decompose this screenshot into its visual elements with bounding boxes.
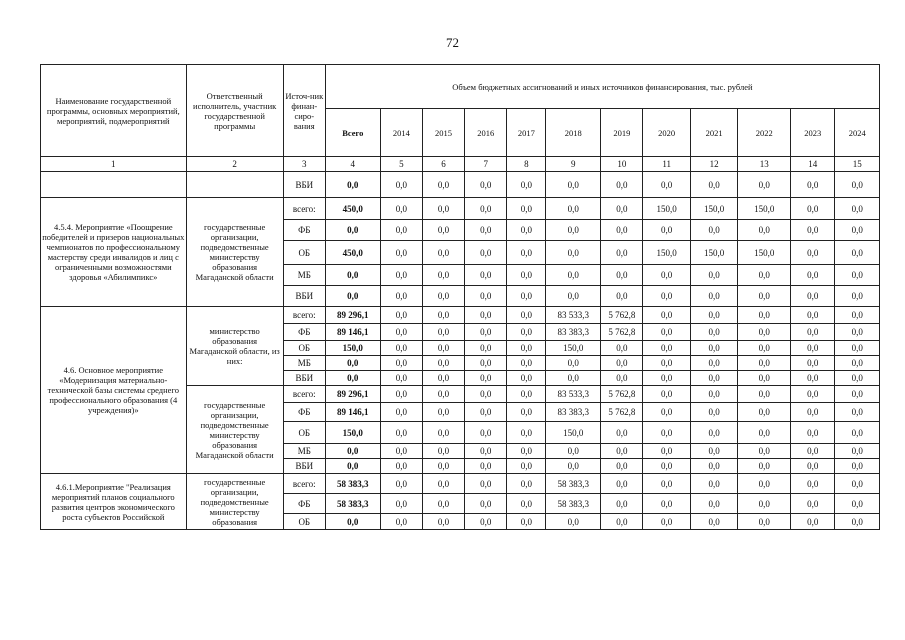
col-index: 5 [380, 157, 422, 172]
year-value-cell: 0,0 [791, 220, 835, 241]
col-index: 6 [422, 157, 464, 172]
year-value-cell: 0,0 [835, 265, 880, 286]
year-value-cell: 0,0 [546, 198, 601, 220]
year-value-cell: 0,0 [690, 459, 737, 474]
total-cell: 0,0 [325, 172, 380, 198]
total-cell: 0,0 [325, 220, 380, 241]
program-name-cell: 4.6.1.Мероприятие "Реализация мероприятий планов социального развития центров экономического роста субъектов Российской [41, 474, 187, 530]
funding-source-cell: МБ [283, 265, 325, 286]
total-cell: 89 296,1 [325, 307, 380, 324]
col-index: 9 [546, 157, 601, 172]
year-value-cell: 0,0 [643, 386, 690, 403]
year-value-cell: 0,0 [422, 494, 464, 514]
year-value-cell: 0,0 [791, 324, 835, 341]
funding-source-cell: ВБИ [283, 172, 325, 198]
year-value-cell: 0,0 [690, 514, 737, 530]
year-value-cell: 0,0 [380, 220, 422, 241]
year-value-cell: 0,0 [422, 386, 464, 403]
year-value-cell: 0,0 [690, 494, 737, 514]
funding-source-cell: всего: [283, 198, 325, 220]
year-value-cell: 0,0 [546, 220, 601, 241]
header-funding-source: Источ-ник финан-сиро-вания [283, 65, 325, 157]
year-value-cell: 0,0 [835, 307, 880, 324]
funding-source-cell: ФБ [283, 220, 325, 241]
year-value-cell: 0,0 [507, 241, 546, 265]
funding-source-cell: МБ [283, 356, 325, 371]
year-value-cell: 0,0 [835, 494, 880, 514]
year-value-cell: 0,0 [738, 514, 791, 530]
table-row [41, 307, 880, 324]
total-cell: 0,0 [325, 265, 380, 286]
year-value-cell: 0,0 [738, 341, 791, 356]
year-value-cell: 0,0 [422, 459, 464, 474]
col-index: 10 [601, 157, 643, 172]
table-row [41, 474, 880, 494]
year-value-cell: 0,0 [791, 494, 835, 514]
year-value-cell: 0,0 [380, 514, 422, 530]
year-value-cell: 0,0 [690, 474, 737, 494]
year-value-cell: 0,0 [465, 198, 507, 220]
year-value-cell: 0,0 [546, 371, 601, 386]
year-value-cell: 0,0 [601, 198, 643, 220]
year-value-cell: 0,0 [380, 386, 422, 403]
year-value-cell: 0,0 [835, 403, 880, 422]
funding-source-cell: ОБ [283, 514, 325, 530]
total-cell: 450,0 [325, 198, 380, 220]
year-value-cell: 0,0 [546, 444, 601, 459]
header-year: 2014 [380, 109, 422, 157]
total-cell: 58 383,3 [325, 474, 380, 494]
year-value-cell: 0,0 [546, 459, 601, 474]
year-value-cell: 0,0 [738, 422, 791, 444]
year-value-cell: 0,0 [643, 286, 690, 307]
year-value-cell: 0,0 [835, 514, 880, 530]
year-value-cell: 0,0 [380, 403, 422, 422]
year-value-cell: 0,0 [791, 286, 835, 307]
year-value-cell: 0,0 [601, 422, 643, 444]
year-value-cell: 0,0 [738, 172, 791, 198]
year-value-cell: 58 383,3 [546, 494, 601, 514]
year-value-cell: 0,0 [791, 341, 835, 356]
year-value-cell: 0,0 [546, 514, 601, 530]
col-index: 3 [283, 157, 325, 172]
year-value-cell: 0,0 [507, 324, 546, 341]
year-value-cell: 0,0 [690, 220, 737, 241]
funding-source-cell: всего: [283, 474, 325, 494]
year-value-cell: 0,0 [690, 403, 737, 422]
header-year: 2016 [465, 109, 507, 157]
col-index: 4 [325, 157, 380, 172]
year-value-cell: 0,0 [835, 371, 880, 386]
year-value-cell: 0,0 [422, 172, 464, 198]
col-index: 8 [507, 157, 546, 172]
year-value-cell: 0,0 [465, 265, 507, 286]
year-value-cell: 0,0 [791, 172, 835, 198]
year-value-cell: 0,0 [835, 341, 880, 356]
funding-source-cell: ОБ [283, 422, 325, 444]
funding-source-cell: ФБ [283, 403, 325, 422]
budget-table [40, 64, 880, 530]
year-value-cell: 0,0 [380, 422, 422, 444]
total-cell: 0,0 [325, 371, 380, 386]
total-cell: 0,0 [325, 514, 380, 530]
total-cell: 150,0 [325, 422, 380, 444]
year-value-cell: 0,0 [422, 444, 464, 459]
year-value-cell: 150,0 [738, 198, 791, 220]
year-value-cell: 0,0 [465, 341, 507, 356]
year-value-cell: 0,0 [643, 324, 690, 341]
table-row [41, 172, 880, 198]
year-value-cell: 0,0 [643, 265, 690, 286]
year-value-cell: 0,0 [380, 198, 422, 220]
year-value-cell: 0,0 [601, 265, 643, 286]
executor-cell: государственные организации, подведомственные министерству образования [186, 474, 283, 530]
col-index: 13 [738, 157, 791, 172]
table-row [41, 198, 880, 220]
year-value-cell: 0,0 [380, 444, 422, 459]
year-value-cell: 0,0 [643, 444, 690, 459]
funding-source-cell: всего: [283, 307, 325, 324]
year-value-cell: 0,0 [546, 265, 601, 286]
year-value-cell: 0,0 [791, 403, 835, 422]
col-index: 1 [41, 157, 187, 172]
year-value-cell: 0,0 [791, 265, 835, 286]
year-value-cell: 150,0 [643, 241, 690, 265]
year-value-cell: 0,0 [601, 494, 643, 514]
year-value-cell: 0,0 [422, 265, 464, 286]
year-value-cell: 0,0 [422, 324, 464, 341]
year-value-cell: 0,0 [601, 241, 643, 265]
header-year: 2020 [643, 109, 690, 157]
year-value-cell: 0,0 [380, 324, 422, 341]
year-value-cell: 5 762,8 [601, 403, 643, 422]
year-value-cell: 0,0 [738, 386, 791, 403]
header-budget-span: Объем бюджетных ассигнований и иных источников финансирования, тыс. рублей [325, 65, 879, 109]
funding-source-cell: всего: [283, 386, 325, 403]
year-value-cell: 0,0 [422, 403, 464, 422]
col-index: 12 [690, 157, 737, 172]
year-value-cell: 0,0 [601, 371, 643, 386]
year-value-cell: 0,0 [643, 514, 690, 530]
year-value-cell: 0,0 [465, 241, 507, 265]
year-value-cell: 0,0 [738, 356, 791, 371]
header-total: Всего [325, 109, 380, 157]
page-number: 72 [446, 35, 459, 50]
year-value-cell: 150,0 [546, 422, 601, 444]
year-value-cell: 0,0 [738, 286, 791, 307]
year-value-cell: 0,0 [465, 307, 507, 324]
year-value-cell: 0,0 [690, 265, 737, 286]
year-value-cell: 83 383,3 [546, 403, 601, 422]
year-value-cell: 0,0 [835, 459, 880, 474]
year-value-cell: 0,0 [690, 386, 737, 403]
total-cell: 450,0 [325, 241, 380, 265]
year-value-cell: 0,0 [643, 474, 690, 494]
year-value-cell: 0,0 [546, 241, 601, 265]
year-value-cell: 83 383,3 [546, 324, 601, 341]
year-value-cell: 0,0 [465, 386, 507, 403]
year-value-cell: 0,0 [690, 444, 737, 459]
year-value-cell: 0,0 [601, 356, 643, 371]
year-value-cell: 0,0 [422, 371, 464, 386]
year-value-cell: 0,0 [601, 341, 643, 356]
header-year: 2019 [601, 109, 643, 157]
col-index: 14 [791, 157, 835, 172]
funding-source-cell: ВБИ [283, 371, 325, 386]
year-value-cell: 0,0 [835, 220, 880, 241]
col-index: 7 [465, 157, 507, 172]
funding-source-cell: ВБИ [283, 459, 325, 474]
total-cell: 58 383,3 [325, 494, 380, 514]
year-value-cell: 0,0 [738, 307, 791, 324]
program-name-cell: 4.6. Основное мероприятие «Модернизация материально-технической базы системы среднего профессионального образования (4 учреждения)» [41, 307, 187, 474]
year-value-cell: 0,0 [465, 474, 507, 494]
year-value-cell: 0,0 [422, 307, 464, 324]
year-value-cell: 0,0 [465, 324, 507, 341]
year-value-cell: 0,0 [601, 514, 643, 530]
header-year: 2015 [422, 109, 464, 157]
year-value-cell: 0,0 [507, 494, 546, 514]
year-value-cell: 0,0 [507, 459, 546, 474]
year-value-cell: 150,0 [738, 241, 791, 265]
total-cell: 0,0 [325, 444, 380, 459]
year-value-cell: 0,0 [835, 324, 880, 341]
year-value-cell: 0,0 [738, 265, 791, 286]
year-value-cell: 0,0 [422, 286, 464, 307]
year-value-cell: 150,0 [546, 341, 601, 356]
year-value-cell: 0,0 [601, 286, 643, 307]
year-value-cell: 0,0 [835, 444, 880, 459]
year-value-cell: 0,0 [465, 356, 507, 371]
year-value-cell: 0,0 [643, 371, 690, 386]
year-value-cell: 0,0 [507, 444, 546, 459]
executor-cell: государственные организации, подведомственные министерству образования Магаданской области [186, 386, 283, 474]
year-value-cell: 83 533,3 [546, 307, 601, 324]
year-value-cell: 0,0 [601, 220, 643, 241]
funding-source-cell: ФБ [283, 494, 325, 514]
header-year: 2023 [791, 109, 835, 157]
year-value-cell: 0,0 [465, 220, 507, 241]
year-value-cell: 0,0 [738, 403, 791, 422]
year-value-cell: 0,0 [380, 341, 422, 356]
year-value-cell: 0,0 [380, 356, 422, 371]
year-value-cell: 0,0 [643, 403, 690, 422]
year-value-cell: 0,0 [507, 403, 546, 422]
year-value-cell: 0,0 [643, 307, 690, 324]
year-value-cell: 0,0 [643, 494, 690, 514]
year-value-cell: 0,0 [422, 198, 464, 220]
header-year: 2018 [546, 109, 601, 157]
year-value-cell: 0,0 [690, 341, 737, 356]
year-value-cell: 0,0 [690, 286, 737, 307]
year-value-cell: 0,0 [465, 514, 507, 530]
year-value-cell: 0,0 [380, 474, 422, 494]
year-value-cell: 0,0 [465, 371, 507, 386]
col-index: 2 [186, 157, 283, 172]
year-value-cell: 0,0 [835, 286, 880, 307]
header-year: 2021 [690, 109, 737, 157]
year-value-cell: 0,0 [380, 494, 422, 514]
header-year: 2022 [738, 109, 791, 157]
year-value-cell: 0,0 [507, 371, 546, 386]
year-value-cell: 0,0 [380, 241, 422, 265]
year-value-cell: 0,0 [690, 356, 737, 371]
year-value-cell: 0,0 [643, 341, 690, 356]
executor-cell: министерство образования Магаданской области, из них: [186, 307, 283, 386]
year-value-cell: 0,0 [643, 356, 690, 371]
year-value-cell: 0,0 [791, 422, 835, 444]
header-year: 2017 [507, 109, 546, 157]
executor-cell [186, 172, 283, 198]
year-value-cell: 0,0 [422, 241, 464, 265]
year-value-cell: 0,0 [380, 286, 422, 307]
year-value-cell: 0,0 [835, 386, 880, 403]
year-value-cell: 0,0 [835, 241, 880, 265]
year-value-cell: 0,0 [791, 241, 835, 265]
year-value-cell: 0,0 [738, 444, 791, 459]
year-value-cell: 0,0 [380, 371, 422, 386]
year-value-cell: 0,0 [507, 172, 546, 198]
year-value-cell: 0,0 [601, 172, 643, 198]
year-value-cell: 0,0 [422, 474, 464, 494]
year-value-cell: 0,0 [380, 265, 422, 286]
header-program-name: Наименование государственной программы, основных мероприятий, мероприятий, подмероприятий [41, 65, 187, 157]
year-value-cell: 0,0 [465, 459, 507, 474]
year-value-cell: 0,0 [422, 514, 464, 530]
year-value-cell: 0,0 [546, 356, 601, 371]
total-cell: 89 146,1 [325, 403, 380, 422]
program-name-cell: 4.5.4. Мероприятие «Поощрение победителей и призеров национальных чемпионатов по профессиональному мастерству среди инвалидов и лиц с ограниченными возможностями здоровья «Абилимпикс» [41, 198, 187, 307]
year-value-cell: 0,0 [690, 172, 737, 198]
year-value-cell: 0,0 [791, 307, 835, 324]
year-value-cell: 0,0 [546, 286, 601, 307]
year-value-cell: 0,0 [465, 444, 507, 459]
year-value-cell: 0,0 [835, 422, 880, 444]
year-value-cell: 0,0 [643, 422, 690, 444]
year-value-cell: 0,0 [791, 474, 835, 494]
year-value-cell: 0,0 [380, 172, 422, 198]
year-value-cell: 0,0 [791, 459, 835, 474]
year-value-cell: 0,0 [791, 514, 835, 530]
year-value-cell: 0,0 [465, 286, 507, 307]
year-value-cell: 0,0 [601, 459, 643, 474]
year-value-cell: 0,0 [738, 474, 791, 494]
year-value-cell: 5 762,8 [601, 324, 643, 341]
year-value-cell: 0,0 [507, 356, 546, 371]
year-value-cell: 0,0 [690, 371, 737, 386]
year-value-cell: 150,0 [690, 198, 737, 220]
total-cell: 150,0 [325, 341, 380, 356]
col-index: 15 [835, 157, 880, 172]
year-value-cell: 0,0 [690, 307, 737, 324]
year-value-cell: 0,0 [546, 172, 601, 198]
year-value-cell: 0,0 [507, 514, 546, 530]
year-value-cell: 0,0 [643, 459, 690, 474]
year-value-cell: 0,0 [738, 494, 791, 514]
year-value-cell: 0,0 [380, 307, 422, 324]
funding-source-cell: ОБ [283, 241, 325, 265]
program-name-cell [41, 172, 187, 198]
year-value-cell: 0,0 [835, 356, 880, 371]
year-value-cell: 0,0 [791, 444, 835, 459]
year-value-cell: 0,0 [507, 341, 546, 356]
year-value-cell: 0,0 [601, 474, 643, 494]
year-value-cell: 0,0 [507, 286, 546, 307]
col-index: 11 [643, 157, 690, 172]
header-year: 2024 [835, 109, 880, 157]
funding-source-cell: ОБ [283, 341, 325, 356]
year-value-cell: 0,0 [422, 422, 464, 444]
year-value-cell: 0,0 [835, 474, 880, 494]
year-value-cell: 0,0 [465, 172, 507, 198]
year-value-cell: 0,0 [791, 386, 835, 403]
year-value-cell: 0,0 [601, 444, 643, 459]
year-value-cell: 0,0 [643, 220, 690, 241]
year-value-cell: 0,0 [465, 422, 507, 444]
total-cell: 89 146,1 [325, 324, 380, 341]
funding-source-cell: МБ [283, 444, 325, 459]
year-value-cell: 0,0 [738, 459, 791, 474]
funding-source-cell: ФБ [283, 324, 325, 341]
year-value-cell: 0,0 [643, 172, 690, 198]
year-value-cell: 0,0 [835, 198, 880, 220]
year-value-cell: 0,0 [738, 324, 791, 341]
table-body [41, 172, 880, 530]
year-value-cell: 0,0 [507, 386, 546, 403]
year-value-cell: 0,0 [465, 494, 507, 514]
year-value-cell: 0,0 [465, 403, 507, 422]
year-value-cell: 0,0 [380, 459, 422, 474]
year-value-cell: 0,0 [507, 474, 546, 494]
total-cell: 89 296,1 [325, 386, 380, 403]
year-value-cell: 0,0 [738, 371, 791, 386]
year-value-cell: 0,0 [507, 220, 546, 241]
year-value-cell: 0,0 [738, 220, 791, 241]
year-value-cell: 0,0 [791, 198, 835, 220]
total-cell: 0,0 [325, 459, 380, 474]
executor-cell: государственные организации, подведомственные министерству образования Магаданской области [186, 198, 283, 307]
year-value-cell: 5 762,8 [601, 386, 643, 403]
year-value-cell: 0,0 [791, 356, 835, 371]
year-value-cell: 0,0 [422, 341, 464, 356]
year-value-cell: 58 383,3 [546, 474, 601, 494]
year-value-cell: 0,0 [507, 307, 546, 324]
year-value-cell: 0,0 [422, 356, 464, 371]
year-value-cell: 150,0 [643, 198, 690, 220]
year-value-cell: 5 762,8 [601, 307, 643, 324]
year-value-cell: 0,0 [507, 265, 546, 286]
year-value-cell: 150,0 [690, 241, 737, 265]
funding-source-cell: ВБИ [283, 286, 325, 307]
year-value-cell: 0,0 [507, 422, 546, 444]
year-value-cell: 0,0 [690, 324, 737, 341]
year-value-cell: 0,0 [835, 172, 880, 198]
year-value-cell: 0,0 [422, 220, 464, 241]
year-value-cell: 0,0 [791, 371, 835, 386]
year-value-cell: 83 533,3 [546, 386, 601, 403]
total-cell: 0,0 [325, 356, 380, 371]
total-cell: 0,0 [325, 286, 380, 307]
header-executor: Ответственный исполнитель, участник государственной программы [186, 65, 283, 157]
year-value-cell: 0,0 [690, 422, 737, 444]
year-value-cell: 0,0 [507, 198, 546, 220]
